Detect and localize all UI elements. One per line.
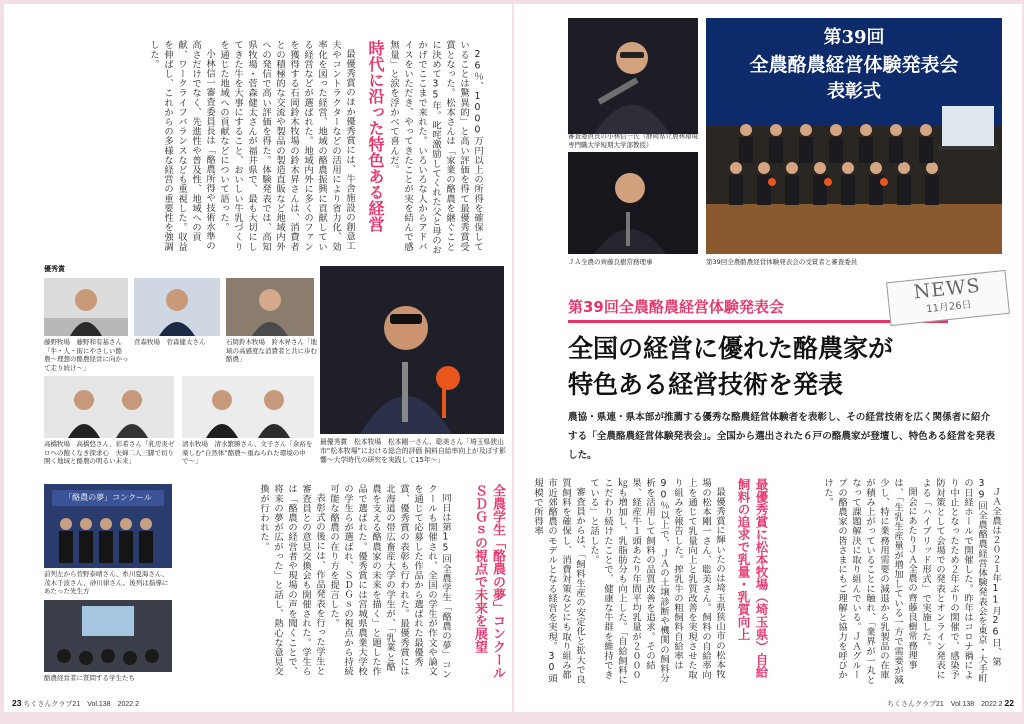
award-photo-4 (44, 376, 174, 438)
footer-left-text: ちくさんクラブ21 Vol.138 2022 2 (23, 701, 139, 708)
body-text-d (178, 484, 452, 680)
award-photo-5 (182, 376, 314, 438)
page-number-right: 22 (1004, 698, 1014, 708)
award-caption-4: 高橋牧場 高橋悠さん、彩希さん「乳房炎ゼロへの飽くなき探求心 夫婦二人三脚で切り開く地域と酪農の明るい未来」 (44, 440, 175, 465)
winner-caption: 最優秀賞 松本牧場 松本剛一さん、聡美さん「埼玉県狭山市“松本牧場”における総合的評価 飼料自給率向上が及ぼす影響〜大学時代の研究を実践して15年〜」 (320, 438, 506, 464)
subhead-a: 時代に沿った特色ある経営 (366, 40, 385, 232)
award-caption-1: 藤野牧場 藤野和有基さん「牛・人・街にやさしい酪農〜理想の酪農経営に向かって走り続け〜」 (44, 338, 129, 372)
director-photo (568, 152, 698, 254)
qa-photo (44, 600, 172, 672)
contest-banner-text: 「酪農の夢」コンクール (64, 493, 152, 502)
contest-caption: 前列左から菅野泰晴さん、糸川夏海さん、茂木千波さん、砂川律さん。後列は指導にあたった先生方 (44, 570, 169, 595)
body-text-e-content: 表彰式の後には、作品発表を行った学生と審査員との意見交換会も開催された。学生らは「酪農の経営者や現場の声を聞くことで、将来の夢が広がった」と話し、熱心な意見交換が行われた。 (258, 484, 325, 676)
subhead-b: 全農学生「酪農の夢」コンクール ＳＤＧｓの視点で未来を展望 (472, 484, 505, 692)
footer-right (887, 698, 1014, 709)
portrait-icon (134, 278, 220, 336)
footer-left (12, 698, 139, 709)
body-text-3-content: 最優秀賞に輝いたのは埼玉県狭山市の松本牧場の松本剛一さん、聡美さん。飼料の自給率向上を通じて乳量向上と乳質改善を実現させた取り組みを報告した。搾乳牛の粗飼料自給率は90％以上で、ＪＡの土壌診断や機関の飼料分析を活用して飼料の品質改善を追求。その結果、経産牛１頭あたり年間平均乳量が２０００㎏も増加し、乳脂肪分も向上した。「自給飼料にこだわり続けたことで、健康な牛群を維持できている」と話した。 (588, 478, 725, 685)
body-text-a-content: 26％、1000万円以上の所得を確保していることは驚異的」と高い評価を得て最優秀賞受賞となった。松本さんは「家業の酪農を継ぐことに決めて35年。叱咤激励してくれた父と母のおかげでここまで来れた。いろいろな人からアドバイスをいただき、やってきたことが実を結んで感無量」と涙を浮かべて喜んだ。 (388, 40, 483, 255)
news-date: 11月26日 (925, 299, 973, 316)
ceremony-caption: 第39回全農酪農経営体験発表会の受賞者と審査委員 (706, 258, 858, 266)
portrait-icon (226, 278, 314, 336)
body-text-d-content: 同日は第15回全農学生「酪農の夢」コンクールも開催され、全国の学生が作文や論文を通じて応募した作品から選ばれた最優秀賞、優秀賞の表彰も行われた。最優秀賞には北海道の帯広畜産大学の学生が、「乳業と酪農を支える酪農家の未来を描く」と題した作品で選ばれた。優秀賞には宮城県農業大学校の学生らが選ばれ、ＳＤＧｓの視点から持続可能な酪農の在り方を提言した。 (328, 484, 451, 680)
ceremony-banner-line3: 表彰式 (827, 81, 881, 102)
director-caption: ＪＡ全農の齊藤良樹常務理事 (568, 258, 653, 266)
page-number-left: 23 (12, 698, 22, 708)
portrait-icon (44, 278, 128, 336)
right-page (514, 4, 1022, 712)
contest-photo (44, 484, 172, 568)
body-text-c-content: 小林信一審査委員長は「酪農所得や技術水準の高さだけでなく、先進性や普及性、地域への貢献、ワークライフバランスなども重視した。収益を伸ばし、これからの多様な経営の重要性を強調した。 (148, 40, 215, 252)
award-photo-2 (134, 278, 220, 336)
speaker-podium-icon (568, 18, 698, 134)
footer-right-text: ちくさんクラブ21 Vol.138 2022 2 (887, 701, 1003, 708)
ceremony-banner-line1: 第39回 (823, 27, 885, 48)
award-photo-3 (226, 278, 314, 336)
title-line-2: 特色ある経営技術を発表 (568, 370, 844, 399)
ceremony-photo (706, 18, 1002, 254)
lead-text: 農協・県連・県本部が推薦する優秀な酪農経営体験者を表彰し、その経営技術を広く関係者に紹介する「全農酪農経営体験発表会」。全国から選出された６戸の酪農家が登壇し、特色ある経営を発表した。 (568, 412, 995, 461)
portrait-pair-icon (182, 376, 314, 438)
left-page (4, 4, 512, 712)
ceremony-banner-line2: 全農酪農経営体験発表会 (749, 54, 959, 76)
portrait-pair-icon (44, 376, 174, 438)
award-caption-3: 石岡鈴木牧場 鈴木昇さん「地域の高感度な消費者と共に歩む酪農」 (226, 338, 317, 363)
speaker-podium-icon (320, 266, 504, 434)
judge-caption: 審査委員長の小林信一氏（静岡県立農林環境専門職大学短期大学部教授） (568, 132, 698, 149)
classroom-icon (44, 600, 172, 672)
judge-photo (568, 18, 698, 134)
speaker-podium-icon (568, 152, 698, 254)
winner-photo (320, 266, 504, 434)
body-text-b (40, 40, 356, 256)
body-text-b-content: 最優秀賞のほか優秀賞には、牛舎施設の創意工夫やコントラクターなどの活用により省力化、効率化を図った経営、地域の酪農振興に貢献している経営などが選ばれた。地域内外に多くのファンを獲得する石岡鈴木牧場の鈴木昇さんは、消費者との積極的な交流や製品の製造直販など地域内外への発信で高い評価を得た。体験発表では、高知県牧場・菅森健太さんが福井県で、最も大切にしてきた牛を大事にすること、おいしい牛乳づくりを通じた地域への貢献などについて語った。 (218, 40, 355, 252)
news-badge (886, 270, 1010, 326)
award-caption-2: 菅森牧場 菅森健太さん (134, 338, 206, 346)
body-text-4-content: 審査員からは、「飼料生産の安定化と拡大で良質飼料を確保し、消費対策などにも取り組み都市近郊酪農のモデルとなる経営を実現。30頭規模で所得率 (532, 478, 585, 685)
award-photo-1 (44, 278, 128, 336)
body-text-2-content: 開会にあたりＪＡ全農の齊藤良樹常務理事は、「生乳生産量が増加している一方で需要が減少し、特に業務用需要の減退から乳製品の在庫が積み上がっていることに触れ、「業界が一丸となって課題解決に取り組んでいる。ＪＡグループの酪農家の皆さまにもご理解と協力を呼びかけた。 (822, 478, 917, 685)
body-text-1 (774, 478, 1002, 686)
title-line-1: 全国の経営に優れた酪農家が (568, 334, 894, 363)
body-text-3 (532, 478, 726, 686)
subhead-2: 最優秀賞に松本牧場（埼玉県）自給飼料の追求で乳量・乳質向上 (736, 478, 769, 678)
body-text-1-content: ＪＡ全農は２０２１年11月26日、第39回全農酪農経営体験発表会を東京・大手町の日経ホールで開催した。昨年はコロナ禍により中止となったため２年ぶりの開催で、感染予防対策として会場での発表とオンライン発表による「ハイブリッド形式」で実施した。 (920, 478, 1001, 683)
kicker: 第39回全農酪農経営体験発表会 (568, 298, 784, 316)
qa-caption: 酪農経営者に質問する学生たち (44, 674, 135, 682)
award-caption-5: 清水牧場 清水繁勝さん、文子さん「余裕を楽しむ“自然体”酪農〜重ねられた環境の中で〜」 (182, 440, 313, 465)
awards-label: 優秀賞 (44, 265, 65, 273)
news-label: NEWS (912, 274, 982, 304)
